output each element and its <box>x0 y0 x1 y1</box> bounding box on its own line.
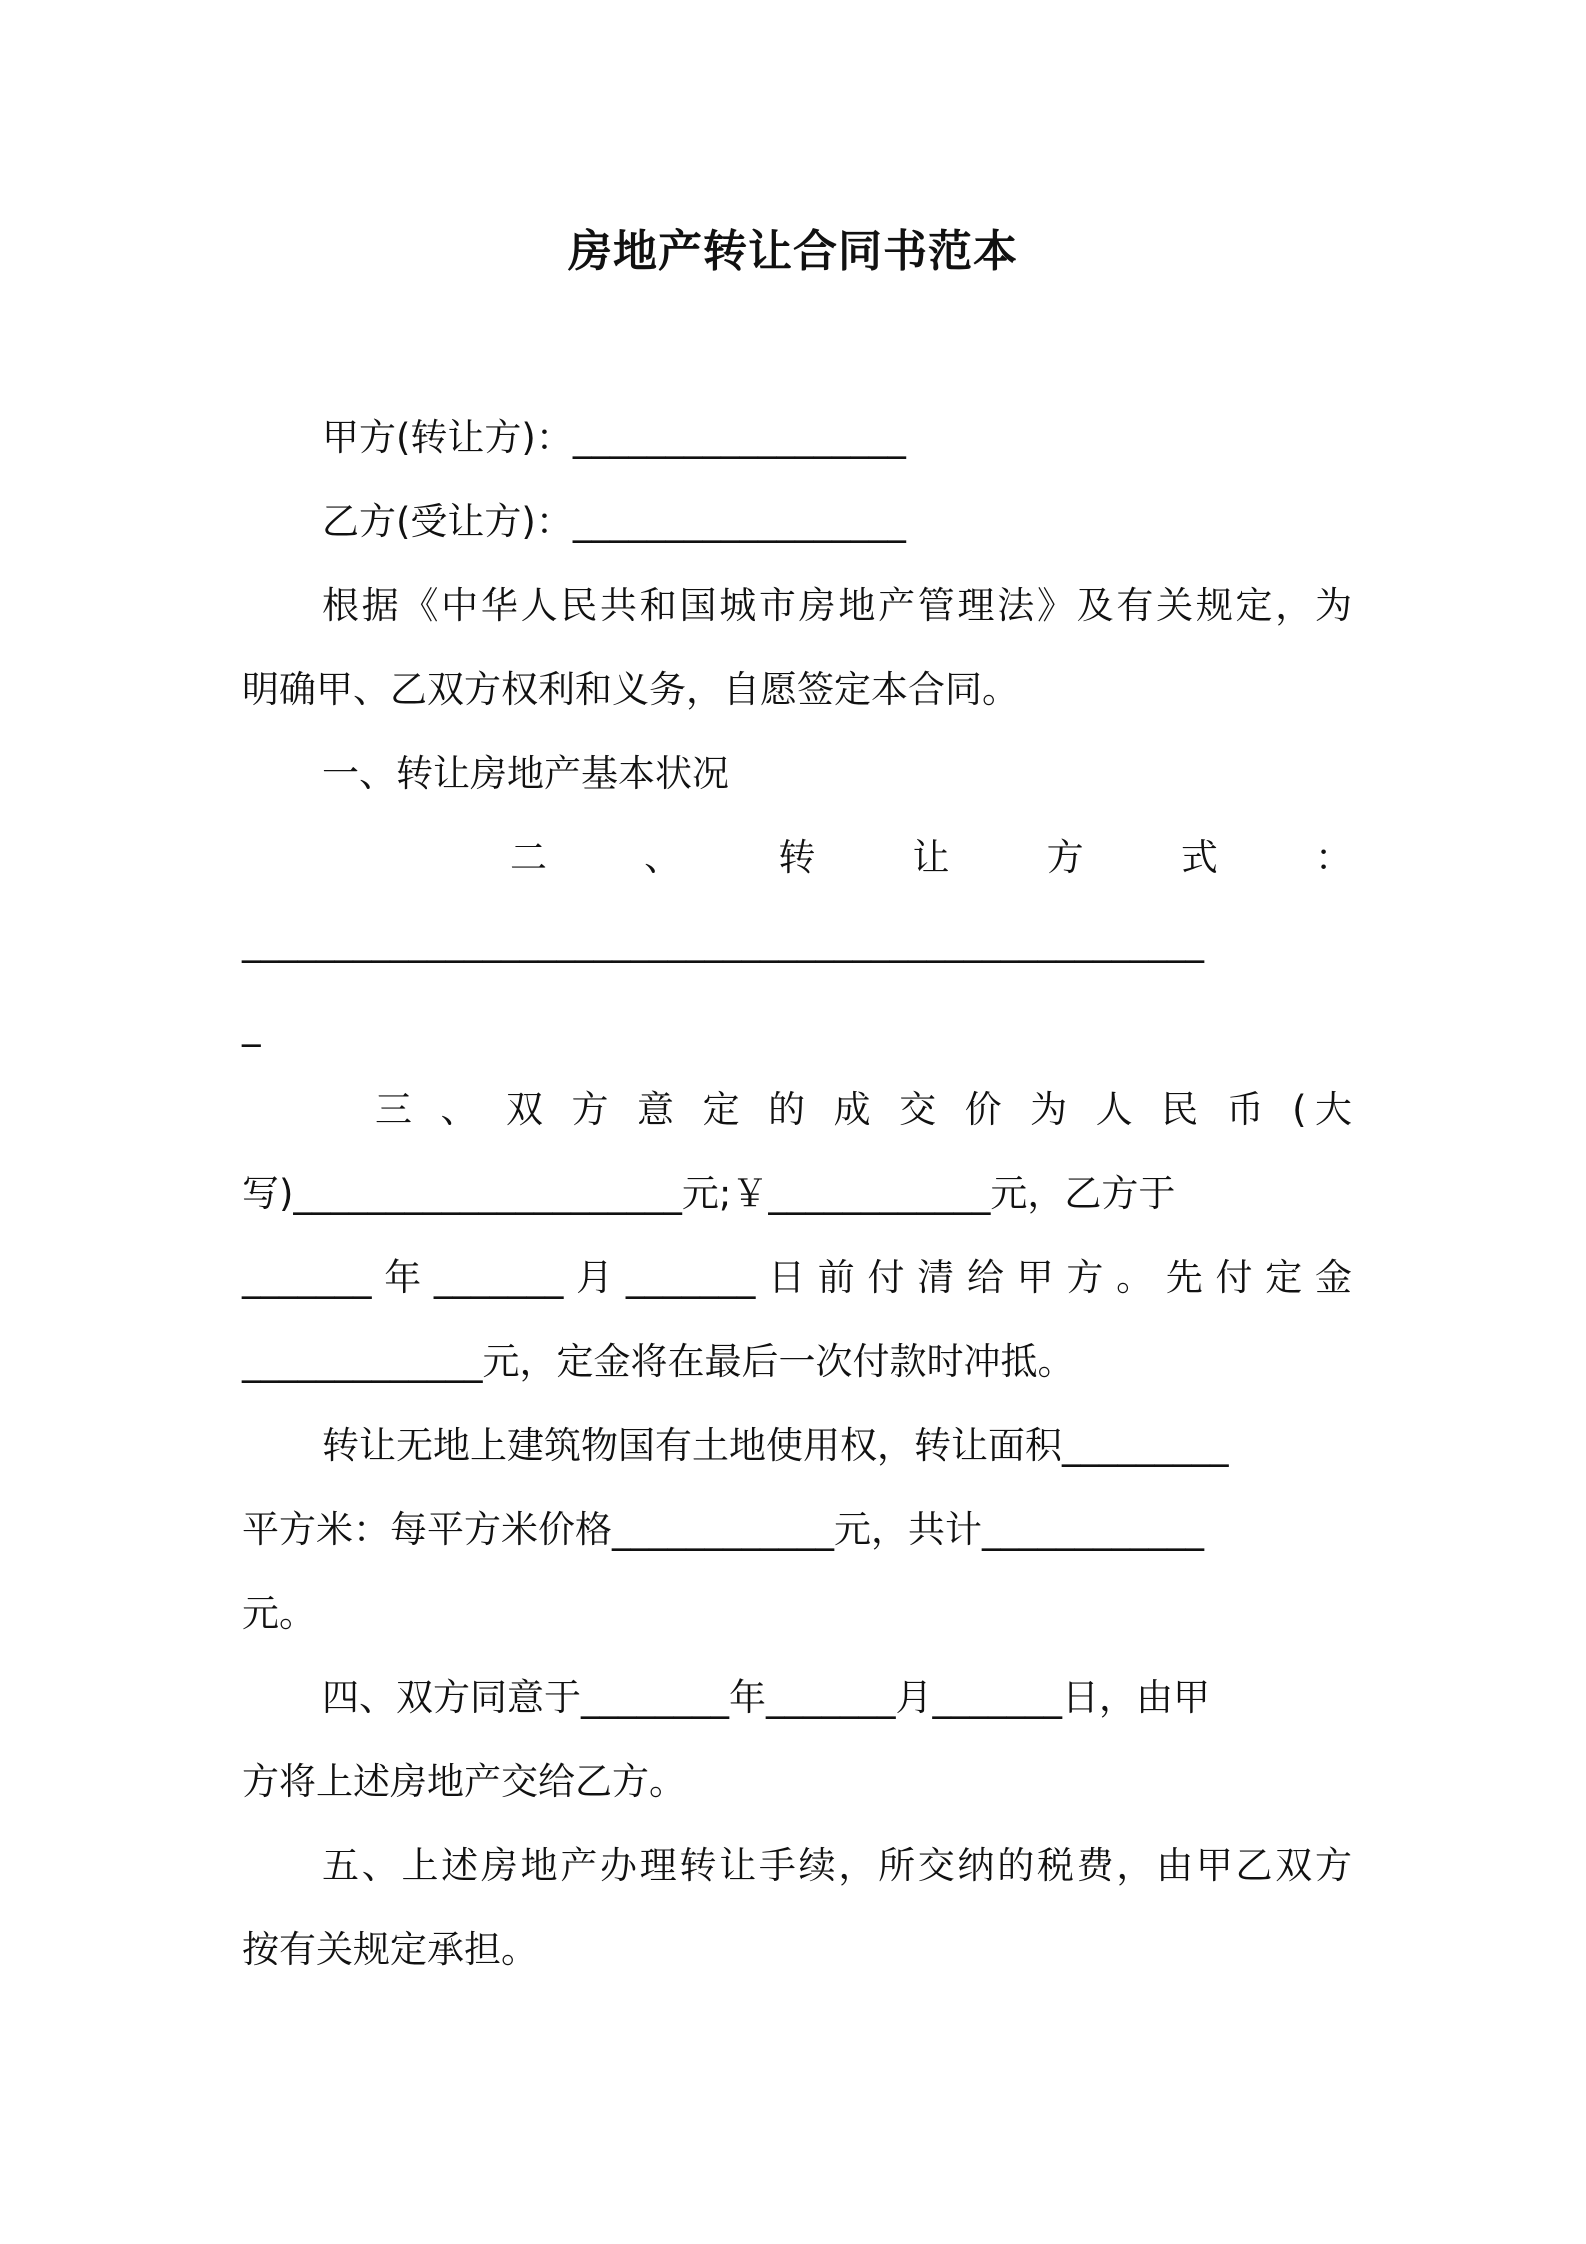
party-a-line: 甲方(转让方)：__________________ <box>322 416 906 459</box>
party-b-line: 乙方(受让方)：__________________ <box>322 500 906 543</box>
section-1-heading: 一、转让房地产基本状况 <box>322 752 729 795</box>
section-2-heading: 二 、 转 让 方 式 ： <box>510 836 1352 879</box>
preamble-line-1: 根据《中华人民共和国城市房地产管理法》及有关规定，为 <box>322 584 1352 627</box>
section-4-line-1: 四、双方同意于________年_______月_______日，由甲 <box>322 1676 1210 1719</box>
section-4-line-2: 方将上述房地产交给乙方。 <box>242 1760 686 1803</box>
section-5-line-1: 五、上述房地产办理转让手续，所交纳的税费，由甲乙双方 <box>322 1844 1352 1887</box>
section-2-blank-line: ____________________________________________________ <box>242 920 1204 963</box>
land-use-line-2: 平方米：每平方米价格____________元，共计____________ <box>242 1508 1204 1551</box>
section-3-line-1: 三 、 双 方 意 定 的 成 交 价 为 人 民 币 (大 <box>375 1088 1352 1131</box>
preamble-line-2: 明确甲、乙双方权利和义务，自愿签定本合同。 <box>242 668 1019 711</box>
land-use-line-1: 转让无地上建筑物国有土地使用权，转让面积_________ <box>322 1424 1229 1467</box>
section-3-line-3: _______年_______月_______日前付清给甲方。先付定金 <box>242 1256 1352 1299</box>
section-3-line-4: _____________元，定金将在最后一次付款时冲抵。 <box>242 1340 1075 1383</box>
document-title: 房地产转让合同书范本 <box>568 226 1018 277</box>
section-3-line-2: 写)_____________________元;￥____________元，乙方于 <box>242 1172 1176 1215</box>
land-use-line-3: 元。 <box>242 1592 316 1635</box>
section-2-blank-tail: _ <box>242 1004 261 1047</box>
section-5-line-2: 按有关规定承担。 <box>242 1928 538 1971</box>
